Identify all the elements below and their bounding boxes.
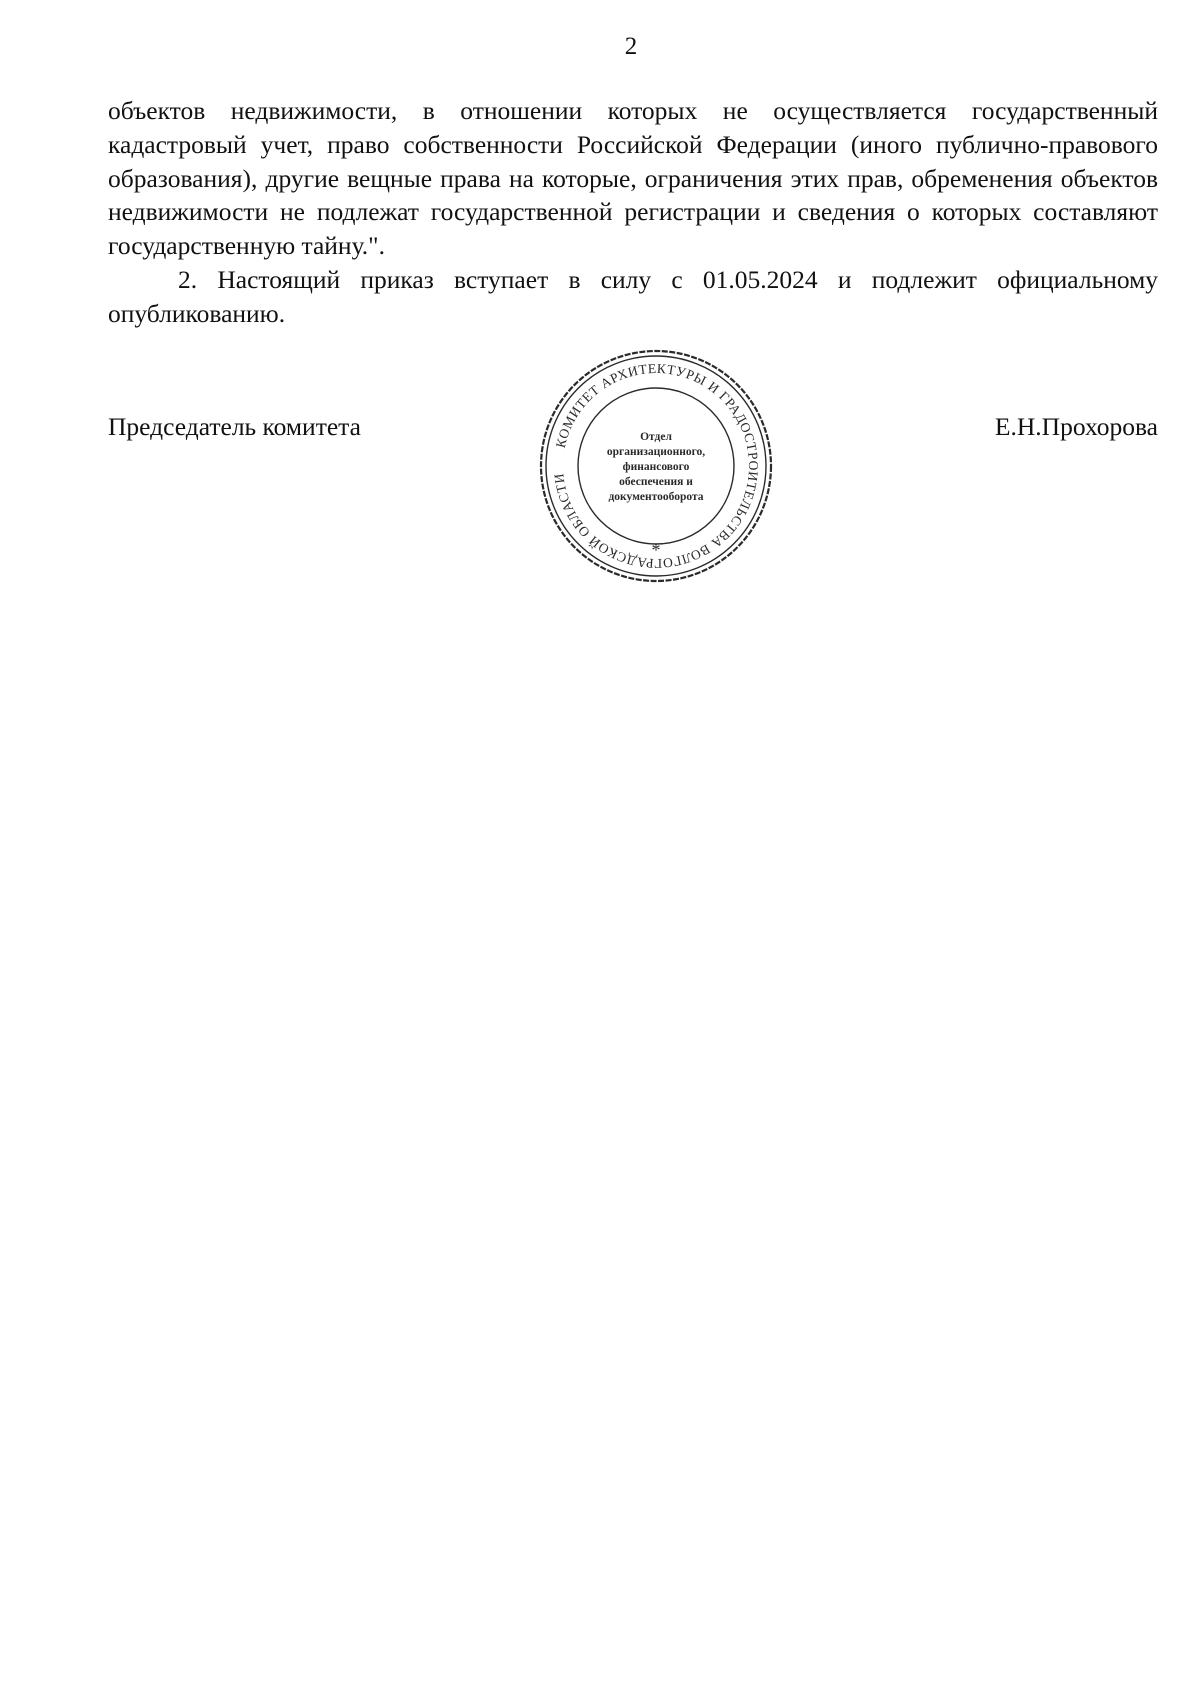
signatory-position: Председатель комитета — [108, 412, 361, 441]
stamp-star: * — [651, 540, 661, 560]
page-number: 2 — [624, 33, 638, 60]
signatory-name: Е.Н.Прохорова — [994, 412, 1158, 441]
stamp-center-line: Отдел — [640, 431, 672, 443]
stamp-center-line: документооборота — [608, 491, 704, 503]
stamp-center-line: финансового — [622, 461, 690, 473]
document-body — [108, 94, 1158, 331]
stamp-center-line: организационного, — [606, 446, 706, 458]
paragraph-effective-date: 2. Настоящий приказ вступает в силу с 01.05.2024 и подлежит официальному опубликованию. — [108, 264, 1158, 328]
official-stamp — [537, 347, 775, 585]
paragraph-continuation: объектов недвижимости, в отношении которых не осуществляется государственный кадастровый учет, право собственности Российской Федерации (иного публично-правового образования), другие вещные права на которые, ограничения этих прав, обременения объектов недвижимости не подлежат государственной регистрации и сведения о которых составляют государственную тайну.". — [108, 96, 1158, 261]
stamp-ring-text: КОМИТЕТ АРХИТЕКТУРЫ И ГРАДОСТРОИТЕЛЬСТВА ВОЛГОГРАДСКОЙ ОБЛАСТИ — [551, 360, 762, 572]
stamp-center-line: обеспечения и — [619, 476, 693, 488]
stamp-center-text — [607, 431, 705, 503]
stamp-seal-graphic — [537, 347, 775, 585]
